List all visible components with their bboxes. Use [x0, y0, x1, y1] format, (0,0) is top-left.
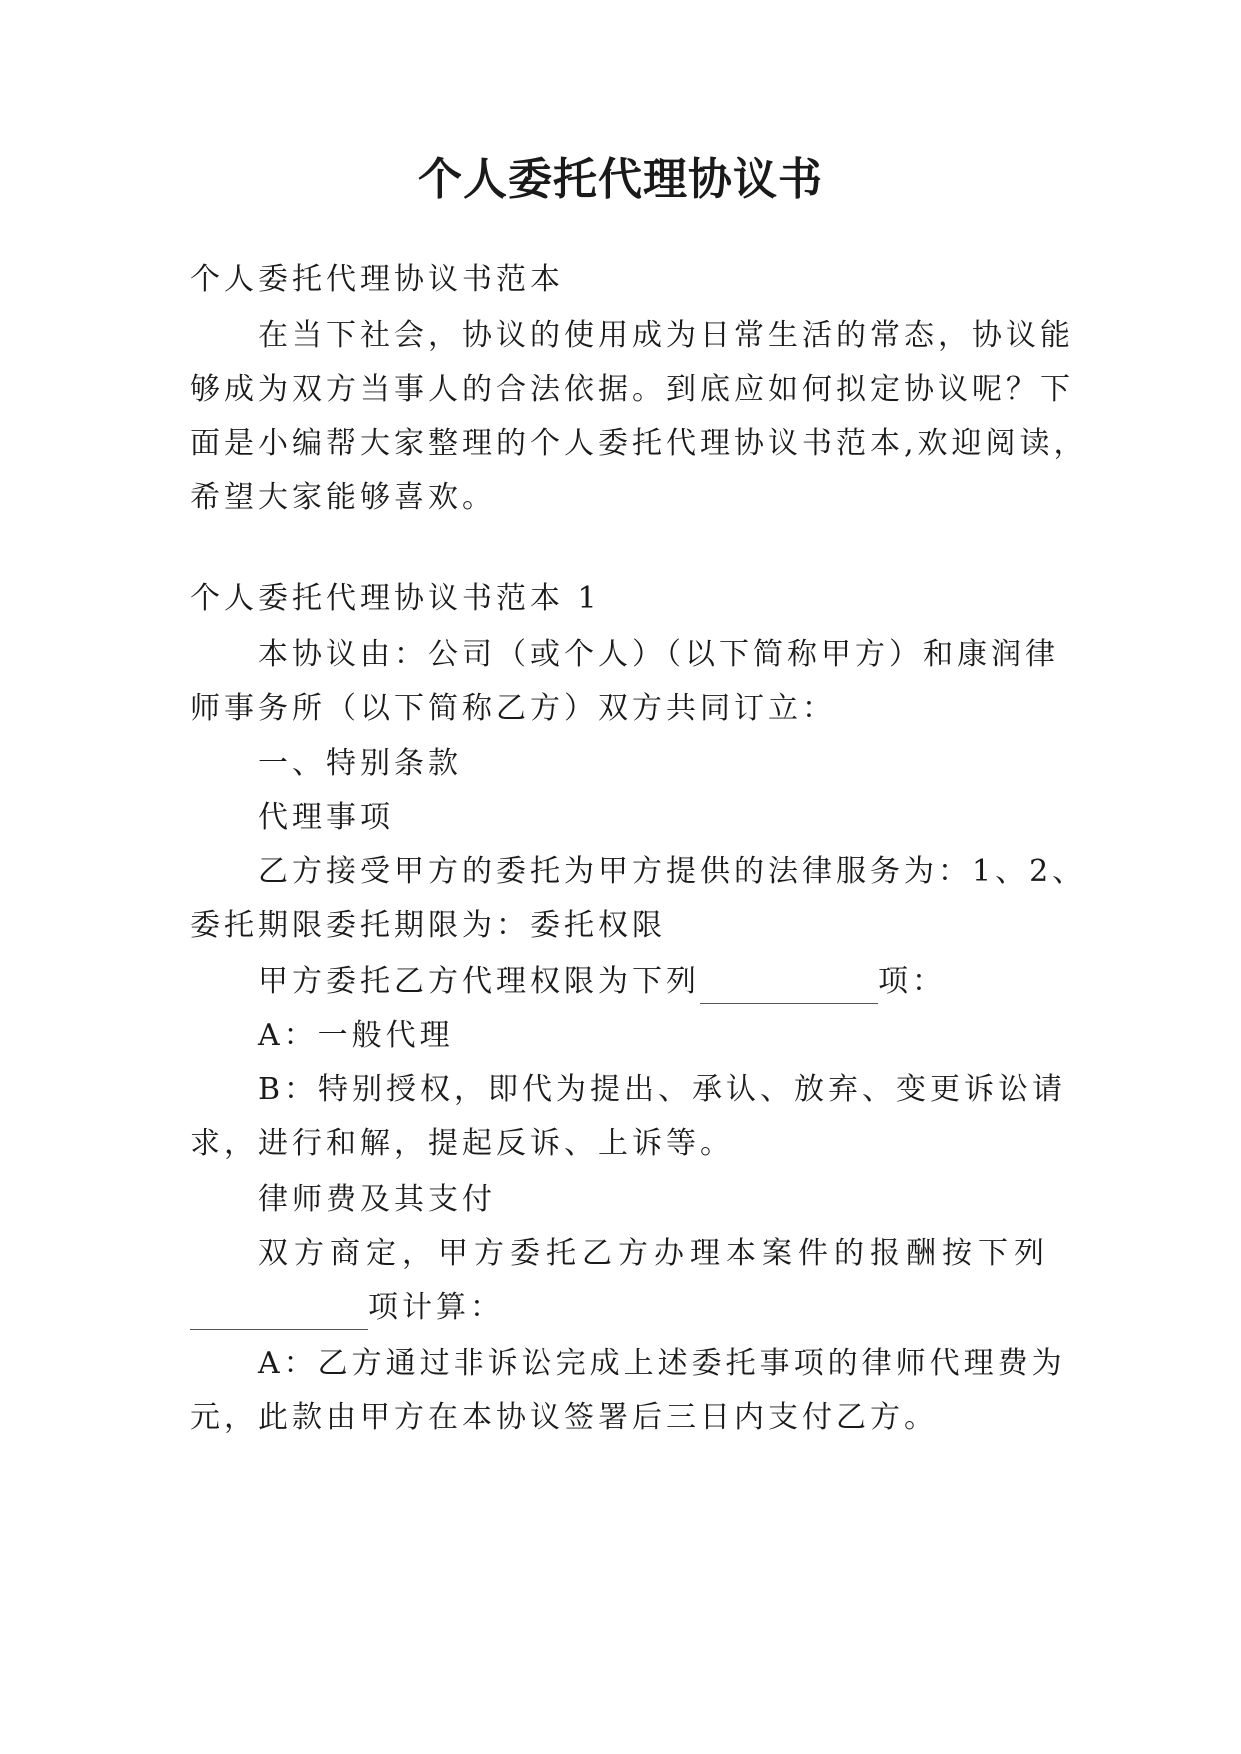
section-heading: 个人委托代理协议书范本 [190, 262, 564, 297]
paragraph-line: 面是小编帮大家整理的个人委托代理协议书范本,欢迎阅读， [190, 426, 1088, 461]
paragraph-line-with-blank [190, 1286, 504, 1330]
section-heading: 个人委托代理协议书范本 1 [190, 581, 601, 616]
paragraph-line: 师事务所（以下简称乙方）双方共同订立： [190, 691, 836, 726]
option-line: B：特别授权，即代为提出、承认、放弃、变更诉讼请 [258, 1072, 1067, 1107]
paragraph-line: 在当下社会，协议的使用成为日常生活的常态，协议能 [258, 318, 1074, 353]
option-line: A：一般代理 [258, 1018, 454, 1053]
clause-heading: 代理事项 [258, 800, 394, 835]
clause-heading: 一、特别条款 [258, 746, 462, 781]
paragraph-line: 乙方接受甲方的委托为甲方提供的法律服务为：1、2、 [258, 854, 1087, 889]
paragraph-text: 项： [878, 964, 946, 999]
paragraph-line: 委托期限委托期限为：委托权限 [190, 908, 666, 943]
option-line: A：乙方通过非诉讼完成上述委托事项的律师代理费为 [258, 1346, 1066, 1381]
paragraph-text: 甲方委托乙方代理权限为下列 [258, 964, 700, 999]
document-title: 个人委托代理协议书 [418, 154, 823, 205]
paragraph-line: 双方商定，甲方委托乙方办理本案件的报酬按下列 [258, 1236, 1050, 1271]
fill-in-blank [700, 971, 878, 1004]
paragraph-line-with-blank [258, 960, 946, 1004]
paragraph-text: 项计算： [368, 1290, 504, 1325]
clause-heading: 律师费及其支付 [258, 1182, 496, 1217]
paragraph-line: 本协议由：公司（或个人）（以下简称甲方）和康润律 [258, 637, 1059, 672]
paragraph-line: 求，进行和解，提起反诉、上诉等。 [190, 1126, 734, 1161]
paragraph-line: 希望大家能够喜欢。 [190, 480, 496, 515]
fill-in-blank [190, 1297, 368, 1330]
paragraph-line: 元，此款由甲方在本协议签署后三日内支付乙方。 [190, 1400, 938, 1435]
paragraph-line: 够成为双方当事人的合法依据。到底应如何拟定协议呢？下 [190, 372, 1074, 407]
